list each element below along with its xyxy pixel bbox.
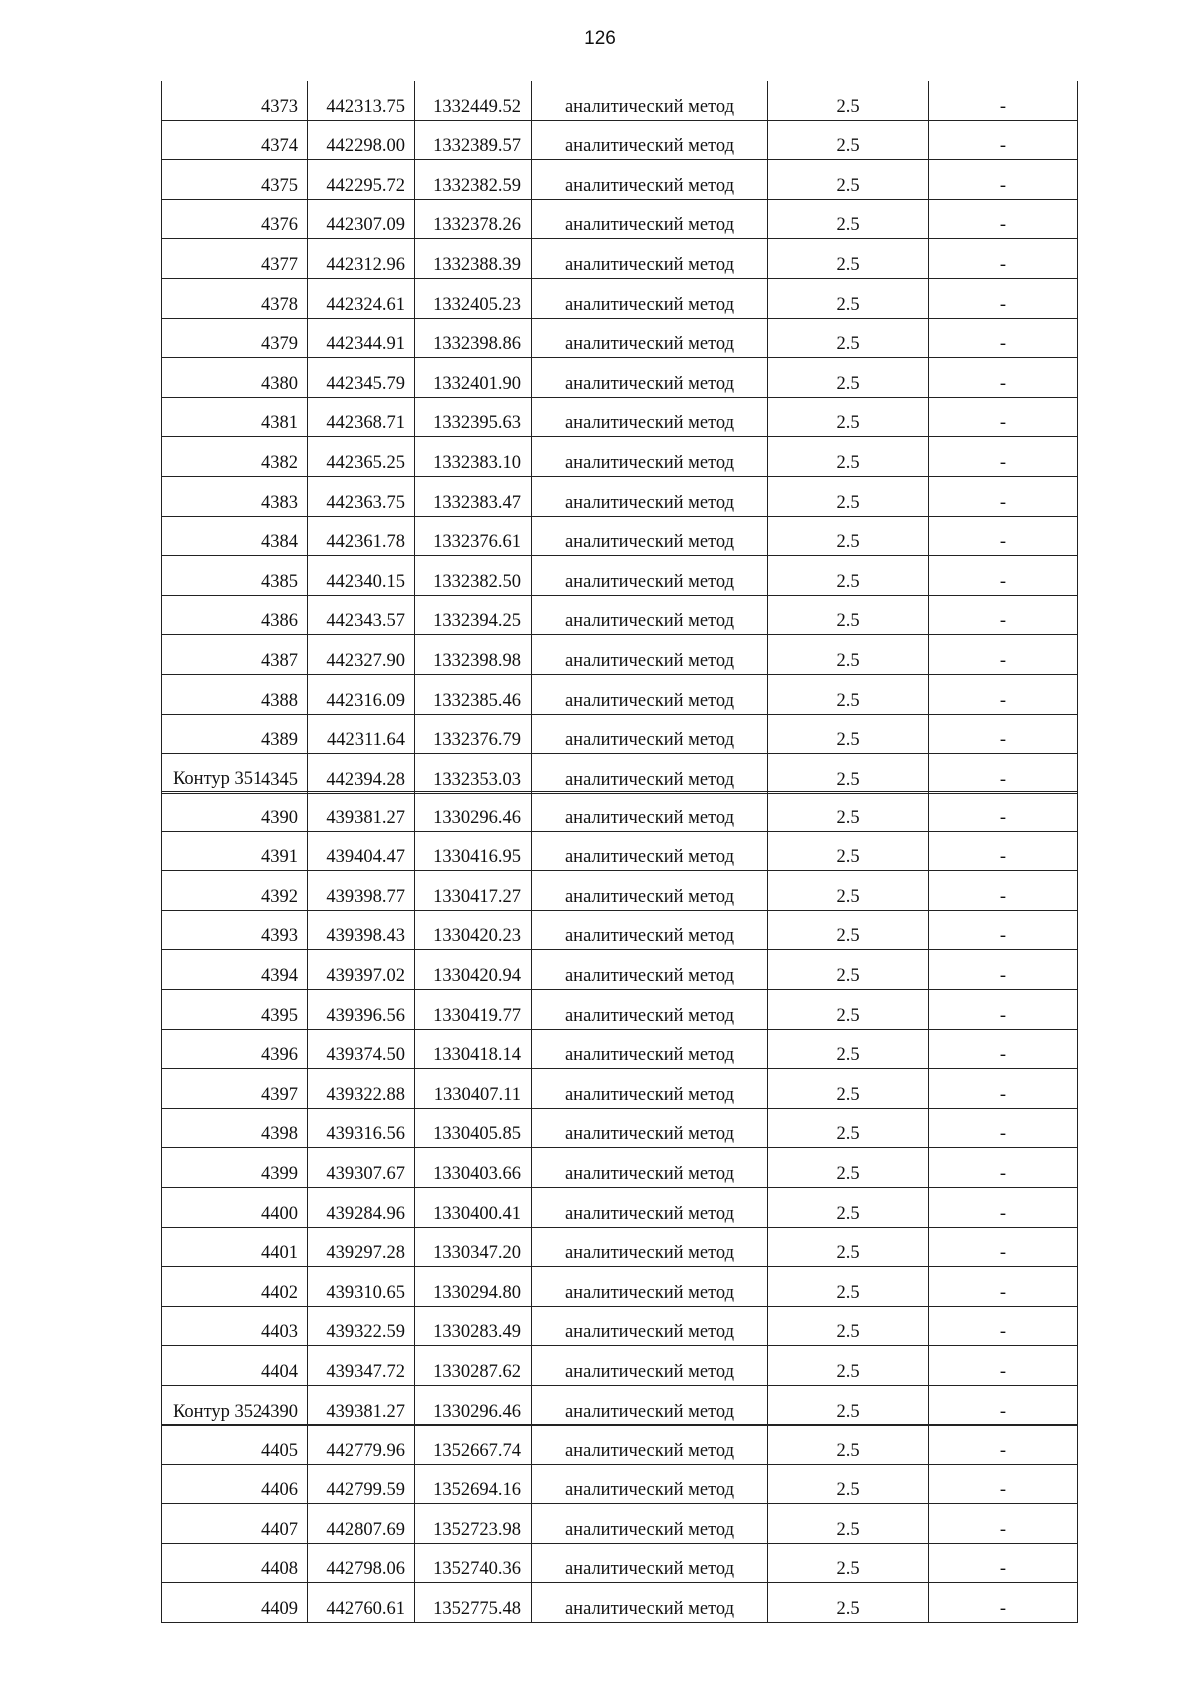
method-cell: аналитический метод xyxy=(532,1227,768,1267)
description-cell: - xyxy=(929,278,1078,318)
point-id-cell: 4381 xyxy=(162,397,308,437)
method-cell: аналитический метод xyxy=(532,278,768,318)
table-row xyxy=(162,950,1078,990)
method-cell: аналитический метод xyxy=(532,1306,768,1346)
contour-label-351: Контур 351 xyxy=(173,769,263,789)
x-coordinate-cell: 442365.25 xyxy=(308,437,415,477)
description-cell: - xyxy=(929,595,1078,635)
accuracy-cell: 2.5 xyxy=(768,239,929,279)
accuracy-cell: 2.5 xyxy=(768,871,929,911)
point-id-cell: 4380 xyxy=(162,358,308,398)
y-coordinate-cell: 1332383.47 xyxy=(415,476,532,516)
y-coordinate-cell: 1332353.03 xyxy=(415,754,532,794)
y-coordinate-cell: 1330417.27 xyxy=(415,871,532,911)
y-coordinate-cell: 1332401.90 xyxy=(415,358,532,398)
method-cell: аналитический метод xyxy=(532,160,768,200)
accuracy-cell: 2.5 xyxy=(768,1425,929,1465)
accuracy-cell: 2.5 xyxy=(768,516,929,556)
point-id-cell: 4397 xyxy=(162,1069,308,1109)
method-cell: аналитический метод xyxy=(532,714,768,754)
point-id-cell: 4408 xyxy=(162,1543,308,1583)
y-coordinate-cell: 1330347.20 xyxy=(415,1227,532,1267)
y-coordinate-cell: 1330420.23 xyxy=(415,910,532,950)
coordinates-table-contour-351 xyxy=(161,791,1078,1426)
description-cell: - xyxy=(929,81,1078,120)
point-id-cell: 4402 xyxy=(162,1267,308,1307)
point-id-cell: 4375 xyxy=(162,160,308,200)
accuracy-cell: 2.5 xyxy=(768,1029,929,1069)
point-id-cell: 4398 xyxy=(162,1108,308,1148)
contour-label-352: Контур 352 xyxy=(173,1402,263,1422)
x-coordinate-cell: 439398.43 xyxy=(308,910,415,950)
accuracy-cell: 2.5 xyxy=(768,831,929,871)
table-row xyxy=(162,476,1078,516)
table-row xyxy=(162,714,1078,754)
table-row xyxy=(162,516,1078,556)
y-coordinate-cell: 1332378.26 xyxy=(415,199,532,239)
y-coordinate-cell: 1332382.50 xyxy=(415,556,532,596)
x-coordinate-cell: 442807.69 xyxy=(308,1504,415,1544)
point-id-cell: 4389 xyxy=(162,714,308,754)
x-coordinate-cell: 442312.96 xyxy=(308,239,415,279)
description-cell: - xyxy=(929,1583,1078,1623)
table-row xyxy=(162,910,1078,950)
description-cell: - xyxy=(929,635,1078,675)
point-id-cell: 4377 xyxy=(162,239,308,279)
x-coordinate-cell: 439397.02 xyxy=(308,950,415,990)
x-coordinate-cell: 442343.57 xyxy=(308,595,415,635)
description-cell: - xyxy=(929,516,1078,556)
description-cell: - xyxy=(929,910,1078,950)
method-cell: аналитический метод xyxy=(532,1425,768,1465)
accuracy-cell: 2.5 xyxy=(768,556,929,596)
accuracy-cell: 2.5 xyxy=(768,120,929,160)
x-coordinate-cell: 439374.50 xyxy=(308,1029,415,1069)
x-coordinate-cell: 442344.91 xyxy=(308,318,415,358)
description-cell: - xyxy=(929,1385,1078,1425)
table-row xyxy=(162,1583,1078,1623)
accuracy-cell: 2.5 xyxy=(768,199,929,239)
method-cell: аналитический метод xyxy=(532,1543,768,1583)
x-coordinate-cell: 439322.88 xyxy=(308,1069,415,1109)
table-row xyxy=(162,1425,1078,1465)
accuracy-cell: 2.5 xyxy=(768,1583,929,1623)
x-coordinate-cell: 442324.61 xyxy=(308,278,415,318)
description-cell: - xyxy=(929,1346,1078,1386)
coordinates-table-contour-352 xyxy=(161,1424,1078,1623)
method-cell: аналитический метод xyxy=(532,476,768,516)
method-cell: аналитический метод xyxy=(532,239,768,279)
description-cell: - xyxy=(929,397,1078,437)
accuracy-cell: 2.5 xyxy=(768,1504,929,1544)
x-coordinate-cell: 442340.15 xyxy=(308,556,415,596)
y-coordinate-cell: 1332389.57 xyxy=(415,120,532,160)
table-row xyxy=(162,239,1078,279)
table-row xyxy=(162,160,1078,200)
point-id-cell: 4399 xyxy=(162,1148,308,1188)
description-cell: - xyxy=(929,989,1078,1029)
description-cell: - xyxy=(929,1504,1078,1544)
x-coordinate-cell: 439310.65 xyxy=(308,1267,415,1307)
y-coordinate-cell: 1332376.79 xyxy=(415,714,532,754)
x-coordinate-cell: 442361.78 xyxy=(308,516,415,556)
x-coordinate-cell: 439297.28 xyxy=(308,1227,415,1267)
description-cell: - xyxy=(929,1227,1078,1267)
accuracy-cell: 2.5 xyxy=(768,160,929,200)
point-id-cell: 4379 xyxy=(162,318,308,358)
point-id-cell: 4403 xyxy=(162,1306,308,1346)
accuracy-cell: 2.5 xyxy=(768,950,929,990)
x-coordinate-cell: 442798.06 xyxy=(308,1543,415,1583)
y-coordinate-cell: 1332398.86 xyxy=(415,318,532,358)
table-row xyxy=(162,1306,1078,1346)
point-id-cell: 4388 xyxy=(162,674,308,714)
x-coordinate-cell: 442394.28 xyxy=(308,754,415,794)
accuracy-cell: 2.5 xyxy=(768,1069,929,1109)
table-row xyxy=(162,1148,1078,1188)
method-cell: аналитический метод xyxy=(532,437,768,477)
table-row xyxy=(162,1108,1078,1148)
description-cell: - xyxy=(929,1069,1078,1109)
table-row xyxy=(162,1227,1078,1267)
table-row xyxy=(162,792,1078,832)
description-cell: - xyxy=(929,1543,1078,1583)
method-cell: аналитический метод xyxy=(532,81,768,120)
table-row xyxy=(162,871,1078,911)
x-coordinate-cell: 442345.79 xyxy=(308,358,415,398)
y-coordinate-cell: 1330407.11 xyxy=(415,1069,532,1109)
description-cell: - xyxy=(929,160,1078,200)
x-coordinate-cell: 442760.61 xyxy=(308,1583,415,1623)
table-row xyxy=(162,278,1078,318)
method-cell: аналитический метод xyxy=(532,1148,768,1188)
description-cell: - xyxy=(929,754,1078,794)
description-cell: - xyxy=(929,199,1078,239)
method-cell: аналитический метод xyxy=(532,397,768,437)
x-coordinate-cell: 442313.75 xyxy=(308,81,415,120)
table-row xyxy=(162,1504,1078,1544)
y-coordinate-cell: 1330400.41 xyxy=(415,1187,532,1227)
point-id-cell: 4387 xyxy=(162,635,308,675)
coordinates-table-continued xyxy=(161,81,1078,794)
y-coordinate-cell: 1332395.63 xyxy=(415,397,532,437)
point-id-cell: 4383 xyxy=(162,476,308,516)
accuracy-cell: 2.5 xyxy=(768,635,929,675)
description-cell: - xyxy=(929,1187,1078,1227)
description-cell: - xyxy=(929,1306,1078,1346)
method-cell: аналитический метод xyxy=(532,910,768,950)
y-coordinate-cell: 1352775.48 xyxy=(415,1583,532,1623)
x-coordinate-cell: 439307.67 xyxy=(308,1148,415,1188)
accuracy-cell: 2.5 xyxy=(768,1385,929,1425)
accuracy-cell: 2.5 xyxy=(768,792,929,832)
description-cell: - xyxy=(929,792,1078,832)
x-coordinate-cell: 442363.75 xyxy=(308,476,415,516)
y-coordinate-cell: 1330296.46 xyxy=(415,792,532,832)
method-cell: аналитический метод xyxy=(532,792,768,832)
description-cell: - xyxy=(929,556,1078,596)
accuracy-cell: 2.5 xyxy=(768,81,929,120)
point-id-cell: 4392 xyxy=(162,871,308,911)
accuracy-cell: 2.5 xyxy=(768,1543,929,1583)
y-coordinate-cell: 1352740.36 xyxy=(415,1543,532,1583)
method-cell: аналитический метод xyxy=(532,674,768,714)
method-cell: аналитический метод xyxy=(532,1069,768,1109)
point-id-cell: 4384 xyxy=(162,516,308,556)
method-cell: аналитический метод xyxy=(532,1504,768,1544)
point-id-cell: 4374 xyxy=(162,120,308,160)
y-coordinate-cell: 1330287.62 xyxy=(415,1346,532,1386)
y-coordinate-cell: 1330420.94 xyxy=(415,950,532,990)
description-cell: - xyxy=(929,1464,1078,1504)
table-row xyxy=(162,556,1078,596)
x-coordinate-cell: 442779.96 xyxy=(308,1425,415,1465)
x-coordinate-cell: 439398.77 xyxy=(308,871,415,911)
point-id-cell: 4390 xyxy=(162,792,308,832)
table-row xyxy=(162,1187,1078,1227)
table-row xyxy=(162,397,1078,437)
method-cell: аналитический метод xyxy=(532,1583,768,1623)
method-cell: аналитический метод xyxy=(532,1385,768,1425)
y-coordinate-cell: 1332383.10 xyxy=(415,437,532,477)
point-id-cell: 4393 xyxy=(162,910,308,950)
description-cell: - xyxy=(929,120,1078,160)
table-row xyxy=(162,1029,1078,1069)
x-coordinate-cell: 442327.90 xyxy=(308,635,415,675)
table-row xyxy=(162,1543,1078,1583)
y-coordinate-cell: 1330403.66 xyxy=(415,1148,532,1188)
y-coordinate-cell: 1330416.95 xyxy=(415,831,532,871)
y-coordinate-cell: 1332388.39 xyxy=(415,239,532,279)
method-cell: аналитический метод xyxy=(532,1187,768,1227)
accuracy-cell: 2.5 xyxy=(768,318,929,358)
table-row xyxy=(162,1464,1078,1504)
method-cell: аналитический метод xyxy=(532,989,768,1029)
y-coordinate-cell: 1330294.80 xyxy=(415,1267,532,1307)
table-row xyxy=(162,674,1078,714)
point-id-cell: 4385 xyxy=(162,556,308,596)
accuracy-cell: 2.5 xyxy=(768,754,929,794)
description-cell: - xyxy=(929,358,1078,398)
accuracy-cell: 2.5 xyxy=(768,910,929,950)
table-row xyxy=(162,635,1078,675)
description-cell: - xyxy=(929,831,1078,871)
x-coordinate-cell: 439284.96 xyxy=(308,1187,415,1227)
description-cell: - xyxy=(929,239,1078,279)
x-coordinate-cell: 442368.71 xyxy=(308,397,415,437)
method-cell: аналитический метод xyxy=(532,950,768,990)
x-coordinate-cell: 439404.47 xyxy=(308,831,415,871)
point-id-cell: 4401 xyxy=(162,1227,308,1267)
y-coordinate-cell: 1332405.23 xyxy=(415,278,532,318)
y-coordinate-cell: 1332385.46 xyxy=(415,674,532,714)
point-id-cell: 4391 xyxy=(162,831,308,871)
x-coordinate-cell: 442298.00 xyxy=(308,120,415,160)
point-id-cell: 4390 xyxy=(162,1385,308,1425)
accuracy-cell: 2.5 xyxy=(768,674,929,714)
accuracy-cell: 2.5 xyxy=(768,1306,929,1346)
method-cell: аналитический метод xyxy=(532,318,768,358)
accuracy-cell: 2.5 xyxy=(768,595,929,635)
x-coordinate-cell: 442307.09 xyxy=(308,199,415,239)
method-cell: аналитический метод xyxy=(532,120,768,160)
y-coordinate-cell: 1330296.46 xyxy=(415,1385,532,1425)
accuracy-cell: 2.5 xyxy=(768,714,929,754)
method-cell: аналитический метод xyxy=(532,1267,768,1307)
accuracy-cell: 2.5 xyxy=(768,1464,929,1504)
point-id-cell: 4405 xyxy=(162,1425,308,1465)
method-cell: аналитический метод xyxy=(532,635,768,675)
table-row xyxy=(162,81,1078,120)
description-cell: - xyxy=(929,1425,1078,1465)
table-row xyxy=(162,1267,1078,1307)
y-coordinate-cell: 1352723.98 xyxy=(415,1504,532,1544)
description-cell: - xyxy=(929,476,1078,516)
table-row xyxy=(162,358,1078,398)
description-cell: - xyxy=(929,437,1078,477)
accuracy-cell: 2.5 xyxy=(768,358,929,398)
description-cell: - xyxy=(929,714,1078,754)
method-cell: аналитический метод xyxy=(532,358,768,398)
x-coordinate-cell: 442295.72 xyxy=(308,160,415,200)
point-id-cell: 4382 xyxy=(162,437,308,477)
table-row xyxy=(162,989,1078,1029)
table-row xyxy=(162,831,1078,871)
method-cell: аналитический метод xyxy=(532,1108,768,1148)
description-cell: - xyxy=(929,1108,1078,1148)
table-row xyxy=(162,1385,1078,1425)
x-coordinate-cell: 439381.27 xyxy=(308,1385,415,1425)
x-coordinate-cell: 439322.59 xyxy=(308,1306,415,1346)
y-coordinate-cell: 1332398.98 xyxy=(415,635,532,675)
accuracy-cell: 2.5 xyxy=(768,1267,929,1307)
y-coordinate-cell: 1330419.77 xyxy=(415,989,532,1029)
accuracy-cell: 2.5 xyxy=(768,1227,929,1267)
x-coordinate-cell: 439347.72 xyxy=(308,1346,415,1386)
accuracy-cell: 2.5 xyxy=(768,278,929,318)
point-id-cell: 4373 xyxy=(162,81,308,120)
accuracy-cell: 2.5 xyxy=(768,437,929,477)
table-row xyxy=(162,437,1078,477)
y-coordinate-cell: 1352667.74 xyxy=(415,1425,532,1465)
table-row xyxy=(162,120,1078,160)
method-cell: аналитический метод xyxy=(532,516,768,556)
table-row xyxy=(162,199,1078,239)
description-cell: - xyxy=(929,1029,1078,1069)
y-coordinate-cell: 1332449.52 xyxy=(415,81,532,120)
y-coordinate-cell: 1332394.25 xyxy=(415,595,532,635)
y-coordinate-cell: 1330405.85 xyxy=(415,1108,532,1148)
point-id-cell: 4400 xyxy=(162,1187,308,1227)
accuracy-cell: 2.5 xyxy=(768,1108,929,1148)
page-number: 126 xyxy=(584,28,616,49)
description-cell: - xyxy=(929,1267,1078,1307)
method-cell: аналитический метод xyxy=(532,595,768,635)
point-id-cell: 4404 xyxy=(162,1346,308,1386)
point-id-cell: 4386 xyxy=(162,595,308,635)
accuracy-cell: 2.5 xyxy=(768,1148,929,1188)
point-id-cell: 4378 xyxy=(162,278,308,318)
method-cell: аналитический метод xyxy=(532,556,768,596)
table-row xyxy=(162,1346,1078,1386)
description-cell: - xyxy=(929,871,1078,911)
point-id-cell: 4395 xyxy=(162,989,308,1029)
table-row xyxy=(162,595,1078,635)
accuracy-cell: 2.5 xyxy=(768,1346,929,1386)
y-coordinate-cell: 1352694.16 xyxy=(415,1464,532,1504)
point-id-cell: 4409 xyxy=(162,1583,308,1623)
accuracy-cell: 2.5 xyxy=(768,989,929,1029)
method-cell: аналитический метод xyxy=(532,199,768,239)
x-coordinate-cell: 442316.09 xyxy=(308,674,415,714)
accuracy-cell: 2.5 xyxy=(768,397,929,437)
x-coordinate-cell: 439396.56 xyxy=(308,989,415,1029)
table-row xyxy=(162,754,1078,794)
description-cell: - xyxy=(929,318,1078,358)
description-cell: - xyxy=(929,1148,1078,1188)
method-cell: аналитический метод xyxy=(532,1464,768,1504)
y-coordinate-cell: 1330283.49 xyxy=(415,1306,532,1346)
description-cell: - xyxy=(929,950,1078,990)
accuracy-cell: 2.5 xyxy=(768,1187,929,1227)
point-id-cell: 4394 xyxy=(162,950,308,990)
table-row xyxy=(162,1069,1078,1109)
point-id-cell: 4345 xyxy=(162,754,308,794)
x-coordinate-cell: 442311.64 xyxy=(308,714,415,754)
description-cell: - xyxy=(929,674,1078,714)
accuracy-cell: 2.5 xyxy=(768,476,929,516)
y-coordinate-cell: 1332376.61 xyxy=(415,516,532,556)
method-cell: аналитический метод xyxy=(532,871,768,911)
y-coordinate-cell: 1332382.59 xyxy=(415,160,532,200)
table-row xyxy=(162,318,1078,358)
x-coordinate-cell: 442799.59 xyxy=(308,1464,415,1504)
method-cell: аналитический метод xyxy=(532,831,768,871)
point-id-cell: 4407 xyxy=(162,1504,308,1544)
method-cell: аналитический метод xyxy=(532,1346,768,1386)
method-cell: аналитический метод xyxy=(532,754,768,794)
point-id-cell: 4406 xyxy=(162,1464,308,1504)
x-coordinate-cell: 439381.27 xyxy=(308,792,415,832)
y-coordinate-cell: 1330418.14 xyxy=(415,1029,532,1069)
x-coordinate-cell: 439316.56 xyxy=(308,1108,415,1148)
point-id-cell: 4376 xyxy=(162,199,308,239)
method-cell: аналитический метод xyxy=(532,1029,768,1069)
point-id-cell: 4396 xyxy=(162,1029,308,1069)
